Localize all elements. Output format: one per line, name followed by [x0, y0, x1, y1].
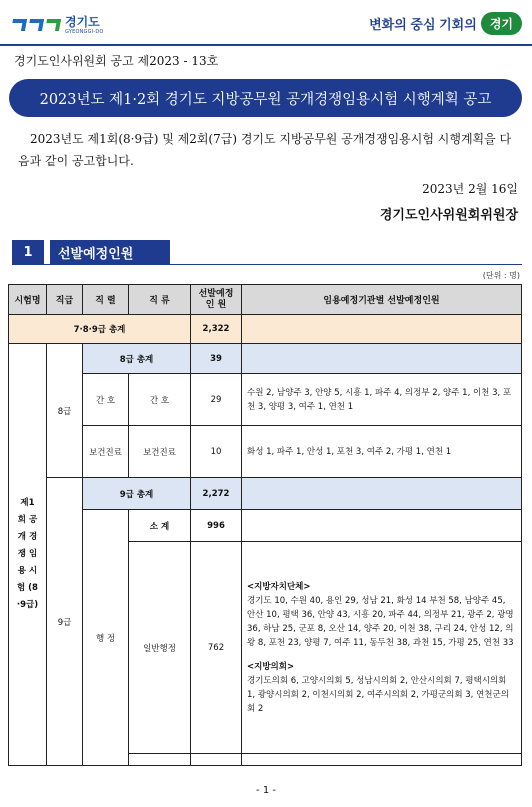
- g9-subtotal-label: 소 계: [129, 510, 191, 542]
- page-number: - 1 -: [256, 785, 276, 796]
- g8-grade: 8급: [47, 344, 83, 478]
- g9-job: 일반행정: [129, 542, 191, 754]
- grand-total-value: 2,322: [191, 315, 242, 344]
- g8-row2-count: 10: [191, 426, 242, 478]
- g9-total-label: 9급 총계: [83, 478, 191, 510]
- logo-english: GYEONGGI-DO: [65, 28, 104, 35]
- g9-subtotal-value: 996: [191, 510, 242, 542]
- col-grade: 직급: [47, 285, 83, 315]
- grand-total-row: [9, 315, 522, 344]
- section-number: 1: [12, 240, 44, 264]
- g9-count: 762: [191, 542, 242, 754]
- exam-name: 제1회 공 개 경 쟁 임 용 시 험 (8·9급): [9, 344, 47, 766]
- g8-total-value: 39: [191, 344, 242, 374]
- slogan: [369, 12, 522, 35]
- col-exam: 시험명: [9, 285, 47, 315]
- council-heading: <지방의회>: [247, 661, 295, 672]
- notice-date: 2023년 2월 16일: [422, 182, 518, 196]
- g9-total-row: [9, 478, 522, 510]
- section-underline: [12, 264, 522, 265]
- title-banner: [10, 80, 521, 116]
- g8-total-row: [9, 344, 522, 374]
- g8-row1-job: 간 호: [129, 374, 191, 426]
- g9-series: 행 정: [83, 510, 129, 766]
- signer: 경기도인사위원회위원장: [379, 208, 518, 223]
- col-series: 직 렬: [83, 285, 129, 315]
- recruitment-table: [8, 284, 522, 766]
- g9-subtotal-row: [9, 510, 522, 542]
- g8-row1-agency: 수원 2, 남양주 3, 안양 5, 시흥 1, 파주 4, 의정부 2, 양주 1, 이천 3, 포천 3, 양평 3, 여주 1, 연천 1: [242, 374, 522, 426]
- g9-total-value: 2,272: [191, 478, 242, 510]
- slogan-text: 변화의 중심 기회의: [369, 17, 477, 32]
- notice-number: 경기도인사위원회 공고 제2023 - 13호: [14, 54, 219, 68]
- g8-row2-agency: 화성 1, 파주 1, 안성 1, 포천 3, 여주 2, 가평 1, 연천 1: [242, 426, 522, 478]
- g8-row2-series: 보건진료: [83, 426, 129, 478]
- logo-korean: 경기도: [65, 14, 100, 29]
- g9-agency: [242, 542, 522, 754]
- g8-row2-job: 보건진료: [129, 426, 191, 478]
- table-row: [9, 426, 522, 478]
- g8-total-label: 8급 총계: [83, 344, 191, 374]
- col-agency: 임용예정기관별 선발예정인원: [242, 285, 522, 315]
- intro-paragraph: 2023년도 제1회(8·9급) 및 제2회(7급) 경기도 지방공무원 공개경쟁임용시험 시행계획을 다음과 같이 공고합니다.: [18, 132, 512, 168]
- logo-mark-icon: [12, 19, 60, 31]
- page-title: 2023년도 제1·2회 경기도 지방공무원 공개경쟁임용시험 시행계획 공고: [39, 91, 492, 108]
- col-job: 직 류: [129, 285, 191, 315]
- header-divider: [0, 44, 532, 46]
- g9-grade: 9급: [47, 478, 83, 766]
- council-text: 경기도의회 6, 고양시의회 5, 성남시의회 2, 안산시의회 7, 평택시의회 1, 광양시의회 2, 이천시의회 2, 여주시의회 2, 가평군의회 3, 연천군의회 2: [247, 675, 509, 714]
- g8-row1-series: 간 호: [83, 374, 129, 426]
- local-heading: <지방자치단체>: [247, 581, 311, 592]
- col-count: 선발예정 인 원: [191, 285, 242, 315]
- local-text: 경기도 10, 수원 40, 용인 29, 성남 21, 화성 14 부천 58, 남양주 45, 안산 10, 평택 36, 안양 43, 시흥 20, 파주 44, 의정부 21, 광주 2, 광명 36, 하남 25, 군포 8, 오산 14, 양주 20, 이천 38, 구리 24, 안성 12, 의왕 8, 포천 23, 양평 7, 여주 11, 동두천 38, 과천 15, 가평 25, 연천 33: [247, 595, 514, 648]
- slogan-badge: 경기: [481, 12, 522, 35]
- unit-label: (단위 : 명): [482, 271, 520, 280]
- table-row: [9, 374, 522, 426]
- gyeonggi-logo: [12, 12, 104, 38]
- table-header-row: [9, 285, 522, 315]
- section-title: 선발예정인원: [50, 240, 170, 264]
- g8-row1-count: 29: [191, 374, 242, 426]
- grand-total-label: 7·8·9급 총계: [9, 315, 191, 344]
